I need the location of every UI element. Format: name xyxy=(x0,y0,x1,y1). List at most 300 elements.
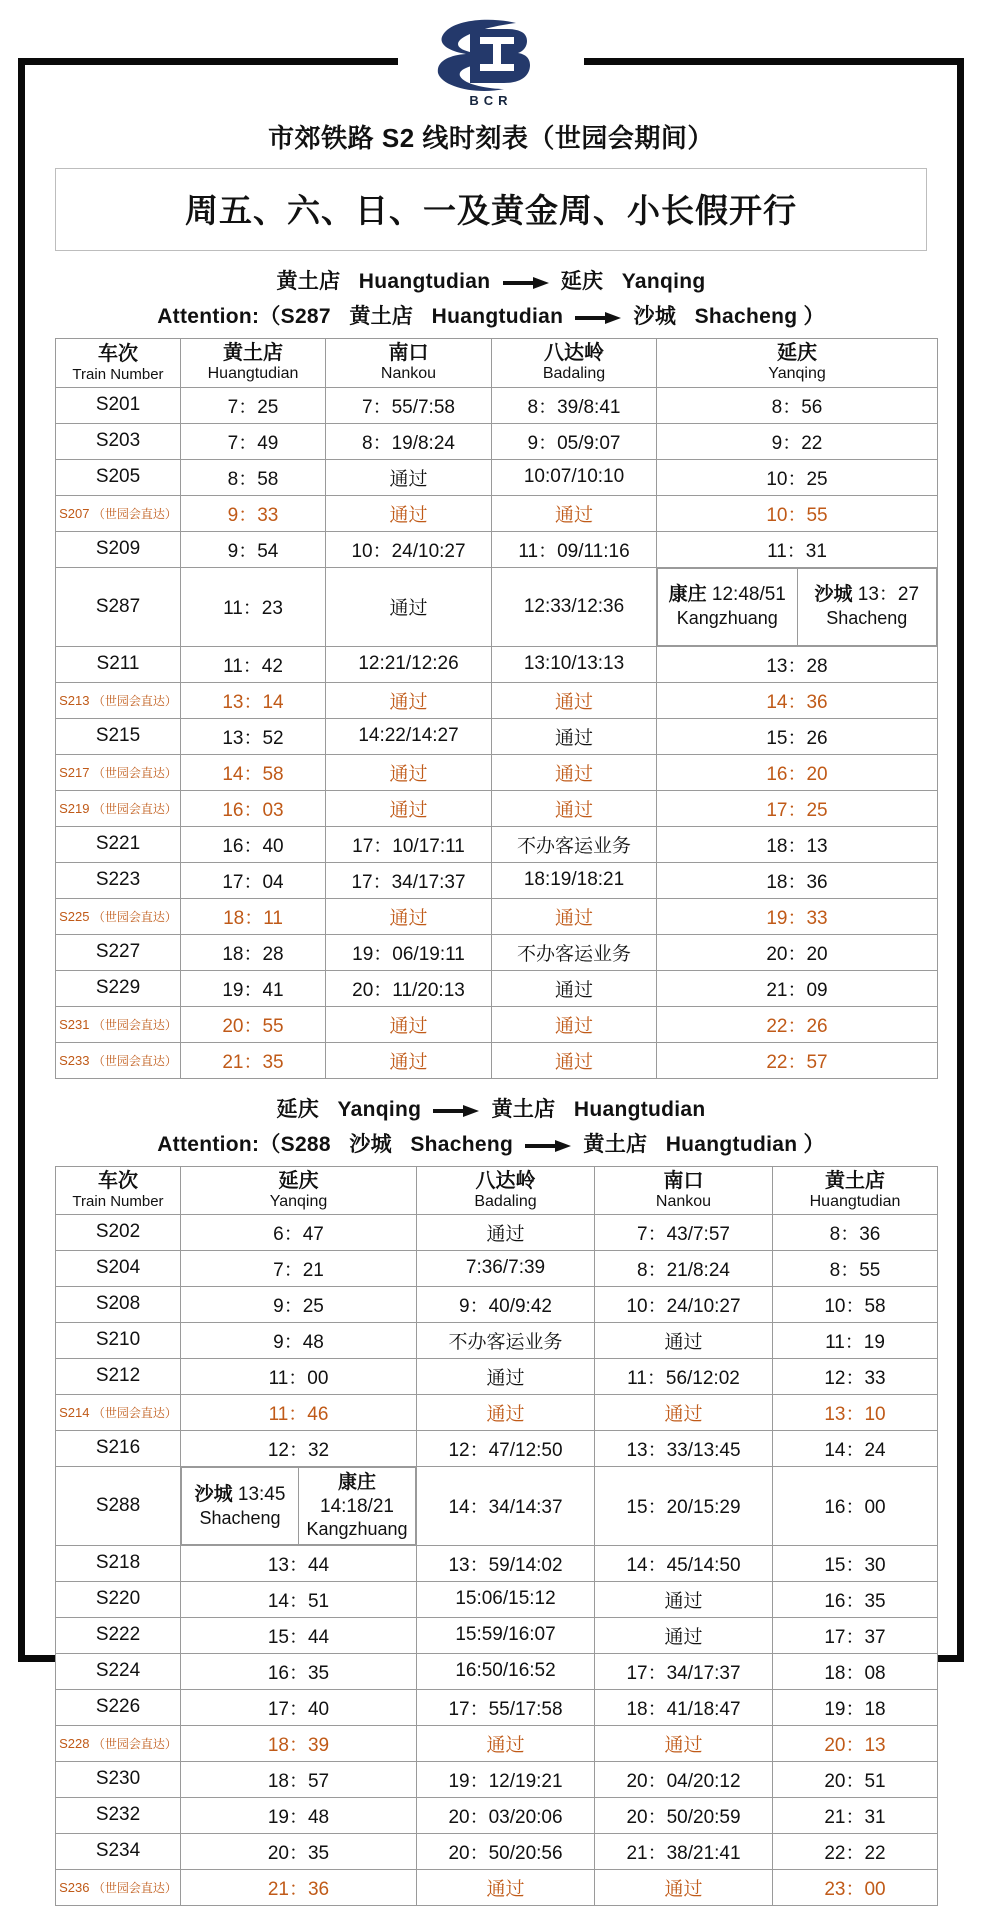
cell-station-time: 9：33 xyxy=(181,495,326,531)
cell-station-time: 7：43/7:57 xyxy=(595,1214,773,1250)
cell-station-time: 15：44 xyxy=(181,1617,417,1653)
col-header-en: Yanqing xyxy=(269,1192,328,1210)
train-number: S209 xyxy=(95,538,141,560)
col-header-station-3 xyxy=(595,1166,773,1214)
direction-origin-en: Yanqing xyxy=(337,1097,422,1121)
col-header-station-2 xyxy=(326,339,492,387)
cell-train-number xyxy=(56,1581,181,1617)
cell-station-time: 17：34/17:37 xyxy=(326,862,492,898)
cell-station-time: 7：49 xyxy=(181,423,326,459)
cell-station-time: 通过 xyxy=(595,1322,773,1358)
split-station-time: 12:48/51 xyxy=(711,584,786,606)
col-header-en: Badaling xyxy=(542,365,606,383)
train-number: S217 （世园会直达） xyxy=(59,765,177,781)
train-number: S201 xyxy=(95,394,141,416)
table-row xyxy=(56,423,938,459)
cell-station-time: 通过 xyxy=(326,682,492,718)
col-header-en: Yanqing xyxy=(768,365,826,383)
cell-station-time: 16：03 xyxy=(181,790,326,826)
cell-station-time: 18：41/18:47 xyxy=(595,1689,773,1725)
cell-train-number xyxy=(56,387,181,423)
cell-station-time: 通过 xyxy=(492,898,657,934)
cell-station-time: 20：50/20:59 xyxy=(595,1797,773,1833)
table-header-row xyxy=(56,1166,938,1214)
col-header-cn: 黄土店 xyxy=(825,1169,885,1192)
attention-dest-cn: 黄土店 xyxy=(583,1132,648,1156)
cell-station-time: 8：58 xyxy=(181,459,326,495)
direction-dest-cn: 延庆 xyxy=(560,270,604,294)
cell-station-time: 14：45/14:50 xyxy=(595,1545,773,1581)
cell-train-number xyxy=(56,1761,181,1797)
table-row xyxy=(56,898,938,934)
cell-station-time: 21：09 xyxy=(657,970,938,1006)
cell-station-time: 19：33 xyxy=(657,898,938,934)
direction-origin-en: Huangtudian xyxy=(358,270,491,294)
table-row xyxy=(56,459,938,495)
cell-station-time: 通过 xyxy=(326,898,492,934)
cell-station-time: 通过 xyxy=(326,459,492,495)
table-row xyxy=(56,1581,938,1617)
cell-station-time: 10：58 xyxy=(773,1286,938,1322)
cell-station-time: 16：20 xyxy=(657,754,938,790)
col-header-cn: 八达岭 xyxy=(544,342,604,365)
cell-station-time: 通过 xyxy=(595,1869,773,1905)
cell-station-time: 16：00 xyxy=(773,1466,938,1545)
cell-station-time: 通过 xyxy=(417,1725,595,1761)
cell-station-time: 11：56/12:02 xyxy=(595,1358,773,1394)
cell-station-time: 15：30 xyxy=(773,1545,938,1581)
cell-station-time: 17：04 xyxy=(181,862,326,898)
cell-station-time: 19：18 xyxy=(773,1689,938,1725)
train-number: S288 xyxy=(95,1494,141,1516)
cell-train-number xyxy=(56,1466,181,1545)
train-number: S205 xyxy=(95,466,141,488)
cell-station-time: 18：57 xyxy=(181,1761,417,1797)
cell-station-time: 通过 xyxy=(595,1725,773,1761)
cell-station-time: 21：36 xyxy=(181,1869,417,1905)
train-number: S219 （世园会直达） xyxy=(59,801,177,817)
train-number: S223 xyxy=(95,869,141,891)
train-express-note: （世园会直达） xyxy=(89,910,177,925)
train-number: S213 （世园会直达） xyxy=(59,693,177,709)
cell-station-time: 22：57 xyxy=(657,1042,938,1078)
split-station-name-en: Kangzhuang xyxy=(306,1519,408,1540)
cell-station-time: 通过 xyxy=(492,970,657,1006)
cell-station-time: 14：34/14:37 xyxy=(417,1466,595,1545)
attention-dest-cn: 沙城 xyxy=(633,305,677,329)
attention-dest-en: Shacheng xyxy=(694,305,798,329)
cell-station-time: 10:07/10:10 xyxy=(492,459,657,495)
table-row xyxy=(56,1653,938,1689)
cell-station-time: 16：40 xyxy=(181,826,326,862)
table-row xyxy=(56,1286,938,1322)
direction-dest-cn: 黄土店 xyxy=(491,1097,556,1121)
train-number: S222 xyxy=(95,1624,141,1646)
cell-station-time: 通过 xyxy=(595,1617,773,1653)
cell-station-time: 通过 xyxy=(417,1394,595,1430)
split-station-cell xyxy=(658,568,798,645)
cell-train-number xyxy=(56,423,181,459)
arrow-right-icon xyxy=(525,1140,571,1151)
col-header-en: Huangtudian xyxy=(809,1192,901,1210)
train-number: S212 xyxy=(95,1365,141,1387)
cell-station-time: 通过 xyxy=(492,754,657,790)
train-express-note: （世园会直达） xyxy=(89,1881,177,1896)
col-header-cn: 车次 xyxy=(98,342,138,365)
cell-station-time: 18:19/18:21 xyxy=(492,862,657,898)
train-number: S229 xyxy=(95,977,141,999)
train-express-note: （世园会直达） xyxy=(89,1737,177,1752)
cell-train-number xyxy=(56,1286,181,1322)
cell-station-time: 17：55/17:58 xyxy=(417,1689,595,1725)
bcr-logo-mark xyxy=(432,15,550,97)
cell-train-number xyxy=(56,531,181,567)
cell-station-time: 12：33 xyxy=(773,1358,938,1394)
table-row xyxy=(56,1761,938,1797)
train-number: S221 xyxy=(95,833,141,855)
cell-train-number xyxy=(56,1545,181,1581)
cell-train-number xyxy=(56,459,181,495)
cell-train-number xyxy=(56,1833,181,1869)
table-row xyxy=(56,754,938,790)
split-station-cell xyxy=(299,1467,416,1544)
cell-station-time: 18：08 xyxy=(773,1653,938,1689)
cell-station-time: 20：20 xyxy=(657,934,938,970)
cell-train-number xyxy=(56,1430,181,1466)
split-station-name-cn: 康庄 xyxy=(668,584,707,606)
cell-station-time: 22：26 xyxy=(657,1006,938,1042)
train-number: S202 xyxy=(95,1221,141,1243)
split-station-line xyxy=(301,1471,413,1541)
cell-station-time: 15：26 xyxy=(657,718,938,754)
direction-dest-en: Yanqing xyxy=(621,270,706,294)
table-row xyxy=(56,1394,938,1430)
direction-origin-cn: 黄土店 xyxy=(276,270,341,294)
train-number: S230 xyxy=(95,1768,141,1790)
cell-station-time: 通过 xyxy=(326,567,492,646)
cell-station-time: 19：41 xyxy=(181,970,326,1006)
col-header-cn: 车次 xyxy=(98,1170,138,1193)
col-header-station-2 xyxy=(417,1166,595,1214)
cell-station-time: 12：32 xyxy=(181,1430,417,1466)
timetable-inbound-body xyxy=(56,1214,938,1905)
cell-station-time: 14:22/14:27 xyxy=(326,718,492,754)
cell-station-time: 15:06/15:12 xyxy=(417,1581,595,1617)
cell-station-time: 不办客运业务 xyxy=(417,1322,595,1358)
cell-station-time: 7：55/7:58 xyxy=(326,387,492,423)
table-row xyxy=(56,682,938,718)
table-row xyxy=(56,1322,938,1358)
cell-station-time: 9：22 xyxy=(657,423,938,459)
cell-station-time: 18：39 xyxy=(181,1725,417,1761)
cell-station-time: 8：39/8:41 xyxy=(492,387,657,423)
cell-train-number xyxy=(56,1214,181,1250)
direction-dest-en: Huangtudian xyxy=(573,1097,706,1121)
table-row xyxy=(56,531,938,567)
cell-station-time: 17：25 xyxy=(657,790,938,826)
split-station-time: 13:45 xyxy=(237,1483,286,1505)
timetable-inbound xyxy=(55,1166,938,1906)
cell-station-time: 9：25 xyxy=(181,1286,417,1322)
cell-station-time: 9：48 xyxy=(181,1322,417,1358)
table-row xyxy=(56,970,938,1006)
train-number: S225 （世园会直达） xyxy=(59,909,177,925)
cell-train-number xyxy=(56,682,181,718)
cell-station-time: 13：28 xyxy=(657,646,938,682)
train-number: S231 （世园会直达） xyxy=(59,1017,177,1033)
train-number: S220 xyxy=(95,1588,141,1610)
cell-train-number xyxy=(56,754,181,790)
attention-prefix: Attention:（S287 xyxy=(157,305,331,329)
split-station-cell xyxy=(797,568,937,645)
logo-container xyxy=(25,7,957,115)
train-express-note: （世园会直达） xyxy=(89,802,177,817)
cell-train-number xyxy=(56,1006,181,1042)
cell-station-time: 23：00 xyxy=(773,1869,938,1905)
cell-station-time: 22：22 xyxy=(773,1833,938,1869)
cell-station-time: 通过 xyxy=(595,1581,773,1617)
col-header-en: Huangtudian xyxy=(207,365,299,383)
cell-station-time: 10：24/10:27 xyxy=(326,531,492,567)
cell-train-number xyxy=(56,1797,181,1833)
split-station-time: 13：27 xyxy=(857,584,920,606)
col-header-cn: 南口 xyxy=(663,1169,704,1192)
cell-station-time: 20：55 xyxy=(181,1006,326,1042)
cell-train-number xyxy=(56,1869,181,1905)
cell-station-time: 20：35 xyxy=(181,1833,417,1869)
cell-station-time: 13:10/13:13 xyxy=(492,646,657,682)
cell-train-number xyxy=(56,970,181,1006)
cell-station-time: 13：33/13:45 xyxy=(595,1430,773,1466)
timetable-outbound xyxy=(55,338,938,1078)
train-number: S287 xyxy=(95,595,141,617)
col-header-en: Nankou xyxy=(655,1192,712,1210)
split-station-group xyxy=(657,568,937,646)
split-station-name-cn: 沙城 xyxy=(194,1483,233,1505)
cell-station-time: 通过 xyxy=(417,1214,595,1250)
col-header-cn: 南口 xyxy=(388,342,429,365)
cell-train-number xyxy=(56,826,181,862)
cell-station-time: 15:59/16:07 xyxy=(417,1617,595,1653)
cell-station-time: 11：23 xyxy=(181,567,326,646)
cell-station-time: 17：10/17:11 xyxy=(326,826,492,862)
cell-station-time: 20：04/20:12 xyxy=(595,1761,773,1797)
cell-station-time: 21：38/21:41 xyxy=(595,1833,773,1869)
cell-station-time: 10：55 xyxy=(657,495,938,531)
bcr-logo xyxy=(398,7,584,115)
attention-note xyxy=(55,1126,927,1166)
cell-station-time: 通过 xyxy=(326,1042,492,1078)
split-station-group xyxy=(181,1467,416,1545)
cell-station-time: 12：47/12:50 xyxy=(417,1430,595,1466)
attention-note xyxy=(55,298,927,338)
train-number: S204 xyxy=(95,1257,141,1279)
table-row xyxy=(56,1250,938,1286)
table-row xyxy=(56,567,938,646)
cell-train-number xyxy=(56,495,181,531)
col-header-station-4 xyxy=(657,339,938,387)
table-row xyxy=(56,790,938,826)
cell-train-number xyxy=(56,718,181,754)
col-header-train-number xyxy=(56,1166,181,1214)
cell-station-time: 11：19 xyxy=(773,1322,938,1358)
cell-train-number xyxy=(56,567,181,646)
cell-station-time xyxy=(181,1466,417,1545)
train-number: S224 xyxy=(95,1660,141,1682)
cell-station-time: 通过 xyxy=(492,1006,657,1042)
col-header-cn: 八达岭 xyxy=(475,1169,536,1192)
cell-station-time: 9：05/9:07 xyxy=(492,423,657,459)
train-express-note: （世园会直达） xyxy=(89,1018,177,1033)
cell-station-time: 9：40/9:42 xyxy=(417,1286,595,1322)
train-express-note: （世园会直达） xyxy=(89,507,177,522)
cell-station-time: 11：00 xyxy=(181,1358,417,1394)
table-row xyxy=(56,862,938,898)
cell-station-time: 13：44 xyxy=(181,1545,417,1581)
table-row xyxy=(56,1430,938,1466)
train-express-note: （世园会直达） xyxy=(89,1054,177,1069)
direction-heading xyxy=(55,1079,927,1126)
cell-station-time: 8：36 xyxy=(773,1214,938,1250)
train-number: S207 （世园会直达） xyxy=(59,506,177,522)
train-number: S203 xyxy=(95,430,141,452)
cell-station-time: 13：14 xyxy=(181,682,326,718)
attention-origin-en: Shacheng xyxy=(410,1132,514,1156)
train-number: S236 （世园会直达） xyxy=(59,1880,177,1896)
cell-station-time: 10：25 xyxy=(657,459,938,495)
timetable-poster xyxy=(18,58,964,1900)
cell-station-time: 7:36/7:39 xyxy=(417,1250,595,1286)
cell-station-time: 不办客运业务 xyxy=(492,826,657,862)
train-number: S228 （世园会直达） xyxy=(59,1736,177,1752)
table-row xyxy=(56,646,938,682)
cell-station-time: 17：40 xyxy=(181,1689,417,1725)
cell-station-time: 8：21/8:24 xyxy=(595,1250,773,1286)
split-station-line xyxy=(184,1483,296,1529)
cell-station-time: 21：31 xyxy=(773,1797,938,1833)
arrow-right-icon xyxy=(433,1105,479,1116)
train-number: S218 xyxy=(95,1552,141,1574)
col-header-station-4 xyxy=(773,1166,938,1214)
cell-station-time: 12:33/12:36 xyxy=(492,567,657,646)
cell-station-time: 16:50/16:52 xyxy=(417,1653,595,1689)
cell-station-time: 20：03/20:06 xyxy=(417,1797,595,1833)
cell-station-time: 11：46 xyxy=(181,1394,417,1430)
cell-station-time: 通过 xyxy=(492,718,657,754)
cell-train-number xyxy=(56,898,181,934)
cell-station-time: 15：20/15:29 xyxy=(595,1466,773,1545)
table-row xyxy=(56,1617,938,1653)
col-header-station-1 xyxy=(181,1166,417,1214)
cell-station-time: 通过 xyxy=(492,495,657,531)
cell-station-time: 通过 xyxy=(417,1358,595,1394)
table-row xyxy=(56,1042,938,1078)
cell-station-time: 13：52 xyxy=(181,718,326,754)
cell-station-time: 18：11 xyxy=(181,898,326,934)
cell-train-number xyxy=(56,1322,181,1358)
cell-station-time: 9：54 xyxy=(181,531,326,567)
arrow-right-icon xyxy=(575,312,621,323)
cell-train-number xyxy=(56,934,181,970)
table-header-row xyxy=(56,339,938,387)
split-station-cell xyxy=(182,1467,299,1544)
col-header-station-3 xyxy=(492,339,657,387)
col-header-en: Train Number xyxy=(72,365,164,383)
cell-station-time: 11：09/11:16 xyxy=(492,531,657,567)
cell-train-number xyxy=(56,1617,181,1653)
cell-station-time: 通过 xyxy=(326,790,492,826)
cell-station-time: 13：59/14:02 xyxy=(417,1545,595,1581)
col-header-cn: 延庆 xyxy=(777,342,817,365)
table-row xyxy=(56,1466,938,1545)
cell-train-number xyxy=(56,1042,181,1078)
cell-station-time: 通过 xyxy=(326,754,492,790)
split-station-name-en: Shacheng xyxy=(826,608,908,629)
cell-station-time: 17：34/17:37 xyxy=(595,1653,773,1689)
cell-station-time: 8：56 xyxy=(657,387,938,423)
attention-origin-en: Huangtudian xyxy=(431,305,564,329)
attention-suffix: ） xyxy=(803,305,825,329)
table-row xyxy=(56,1833,938,1869)
table-row xyxy=(56,1725,938,1761)
train-number: S215 xyxy=(95,725,141,747)
direction-heading xyxy=(55,251,927,298)
attention-origin-cn: 沙城 xyxy=(349,1132,392,1156)
cell-station-time: 20：11/20:13 xyxy=(326,970,492,1006)
col-header-station-1 xyxy=(181,339,326,387)
col-header-en: Nankou xyxy=(380,365,437,383)
train-number: S210 xyxy=(95,1329,141,1351)
train-express-note: （世园会直达） xyxy=(89,1406,177,1421)
section-yanqing-to-huangtudian xyxy=(55,1079,927,1906)
attention-suffix: ） xyxy=(803,1132,825,1156)
cell-station-time: 11：42 xyxy=(181,646,326,682)
logo-wordmark: BCR xyxy=(469,92,513,108)
table-row xyxy=(56,718,938,754)
cell-station-time: 16：35 xyxy=(773,1581,938,1617)
direction-origin-cn: 延庆 xyxy=(276,1097,320,1121)
train-number: S227 xyxy=(95,941,141,963)
col-header-cn: 延庆 xyxy=(278,1169,319,1192)
table-row xyxy=(56,1214,938,1250)
cell-station-time xyxy=(657,567,938,646)
cell-train-number xyxy=(56,1653,181,1689)
table-row xyxy=(56,1545,938,1581)
split-station-line xyxy=(800,583,935,629)
cell-station-time: 7：25 xyxy=(181,387,326,423)
cell-station-time: 7：21 xyxy=(181,1250,417,1286)
table-row xyxy=(56,826,938,862)
split-station-line xyxy=(660,583,795,629)
train-express-note: （世园会直达） xyxy=(89,766,177,781)
cell-station-time: 通过 xyxy=(492,1042,657,1078)
train-number: S216 xyxy=(95,1437,141,1459)
attention-origin-cn: 黄土店 xyxy=(349,305,414,329)
arrow-right-icon xyxy=(503,277,549,288)
col-header-cn: 黄土店 xyxy=(223,342,283,365)
col-header-en: Train Number xyxy=(72,1193,164,1211)
split-station-name-en: Shacheng xyxy=(199,1507,281,1528)
cell-station-time: 12:21/12:26 xyxy=(326,646,492,682)
cell-station-time: 19：12/19:21 xyxy=(417,1761,595,1797)
cell-station-time: 通过 xyxy=(492,790,657,826)
cell-station-time: 16：35 xyxy=(181,1653,417,1689)
cell-station-time: 18：28 xyxy=(181,934,326,970)
train-number: S232 xyxy=(95,1804,141,1826)
timetable-outbound-body xyxy=(56,387,938,1078)
cell-station-time: 17：37 xyxy=(773,1617,938,1653)
table-row xyxy=(56,1797,938,1833)
